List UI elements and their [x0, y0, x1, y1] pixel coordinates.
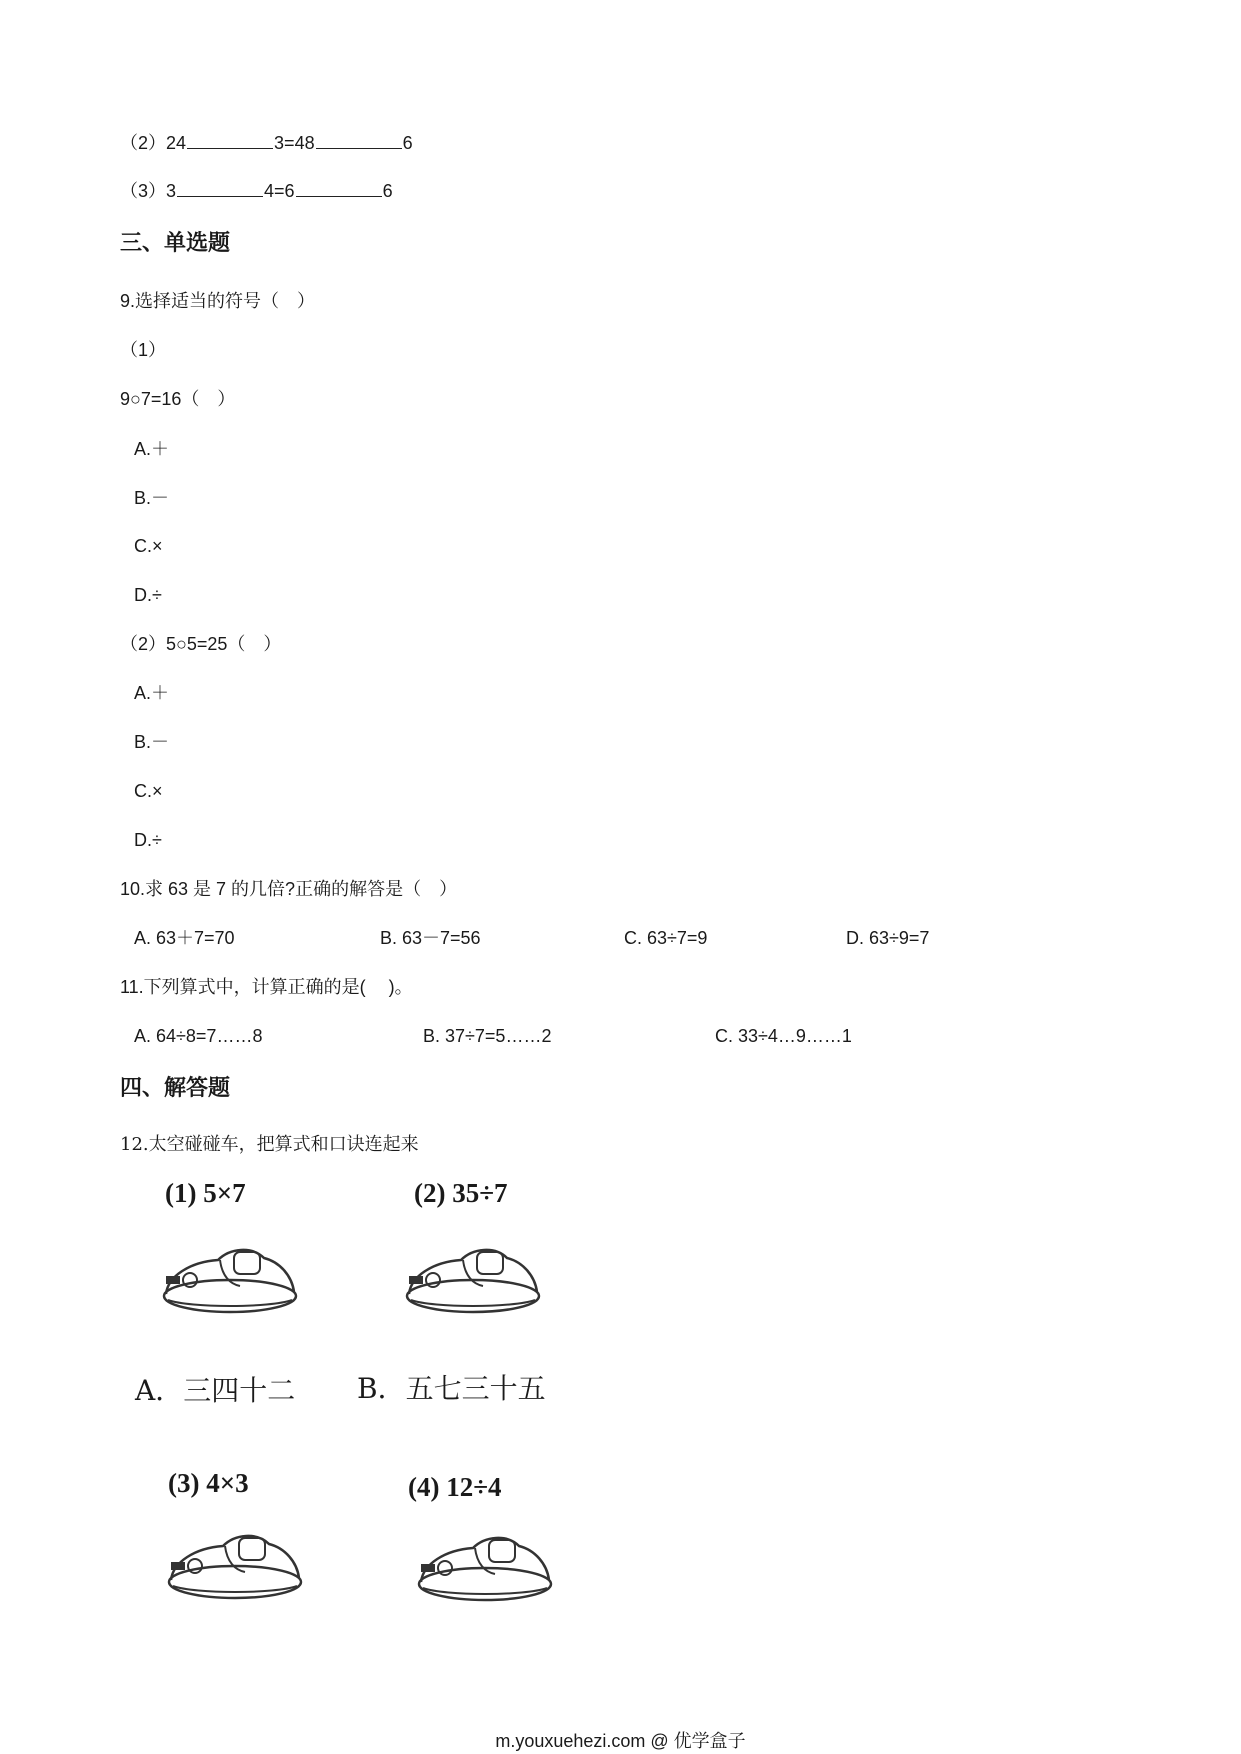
- footer-watermark: m.youxuehezi.com @ 优学盒子: [495, 1731, 746, 1751]
- q11-stem: 11.下列算式中，计算正确的是( )。: [120, 977, 413, 997]
- answer-b[interactable]: B．五七三十五: [357, 1372, 546, 1405]
- q8-part2-prefix: （2）24: [120, 133, 187, 153]
- q11-option-a[interactable]: A. 64÷8=7……8: [134, 1026, 263, 1046]
- q8-part3-end: 6: [382, 181, 393, 201]
- bumper-car-icon-3[interactable]: [165, 1522, 305, 1602]
- q8-part2-blank1[interactable]: [187, 132, 273, 149]
- q10-option-c[interactable]: C. 63÷7=9: [624, 928, 708, 948]
- q9-stem: 9.选择适当的符号（ ）: [120, 291, 316, 311]
- car-label-3: (3) 4×3: [168, 1468, 249, 1498]
- q8-part3: [120, 180, 393, 202]
- q10-option-a[interactable]: A. 63＋7=70: [134, 928, 235, 948]
- q8-part2-mid: 3=48: [274, 133, 315, 153]
- q8-part3-blank2[interactable]: [296, 180, 382, 197]
- q10-stem: 10.求 63 是 7 的几倍?正确的解答是（ ）: [120, 879, 458, 899]
- q11-option-c[interactable]: C. 33÷4…9……1: [715, 1026, 852, 1046]
- q8-part3-mid: 4=6: [264, 181, 295, 201]
- q9-part1-option-b[interactable]: B.－: [134, 488, 170, 508]
- q9-part2-option-c[interactable]: C.×: [134, 781, 163, 801]
- q8-part2-blank2[interactable]: [316, 132, 402, 149]
- bumper-car-icon-1[interactable]: [160, 1236, 300, 1316]
- car-label-4: (4) 12÷4: [408, 1472, 502, 1502]
- q9-part2-option-d[interactable]: D.÷: [134, 830, 162, 850]
- car-label-1: (1) 5×7: [165, 1178, 246, 1208]
- q10-option-b[interactable]: B. 63－7=56: [380, 928, 481, 948]
- q8-part3-prefix: （3）3: [120, 181, 177, 201]
- q9-part2-option-b[interactable]: B.－: [134, 732, 170, 752]
- section3-heading: 三、单选题: [120, 231, 231, 256]
- q11-option-b[interactable]: B. 37÷7=5……2: [423, 1026, 552, 1046]
- bumper-car-icon-2[interactable]: [403, 1236, 543, 1316]
- q12-stem: 12.太空碰碰车，把算式和口诀连起来: [120, 1134, 419, 1155]
- answer-a[interactable]: A．三四十二: [135, 1374, 296, 1407]
- q9-part1-label: （1）: [120, 340, 167, 360]
- q8-part2: [120, 132, 413, 154]
- car-label-2: (2) 35÷7: [414, 1178, 508, 1208]
- q9-part1-option-a[interactable]: A.＋: [134, 439, 170, 459]
- q8-part3-blank1[interactable]: [177, 180, 263, 197]
- q9-part2-expr: （2）5○5=25（ ）: [120, 634, 282, 654]
- q9-part1-option-c[interactable]: C.×: [134, 536, 163, 556]
- section4-heading: 四、解答题: [120, 1076, 231, 1101]
- q9-part1-option-d[interactable]: D.÷: [134, 585, 162, 605]
- q9-part1-expr: 9○7=16（ ）: [120, 389, 236, 409]
- q8-part2-end: 6: [402, 133, 413, 153]
- bumper-car-icon-4[interactable]: [415, 1524, 555, 1604]
- q10-option-d[interactable]: D. 63÷9=7: [846, 928, 930, 948]
- q9-part2-option-a[interactable]: A.＋: [134, 683, 170, 703]
